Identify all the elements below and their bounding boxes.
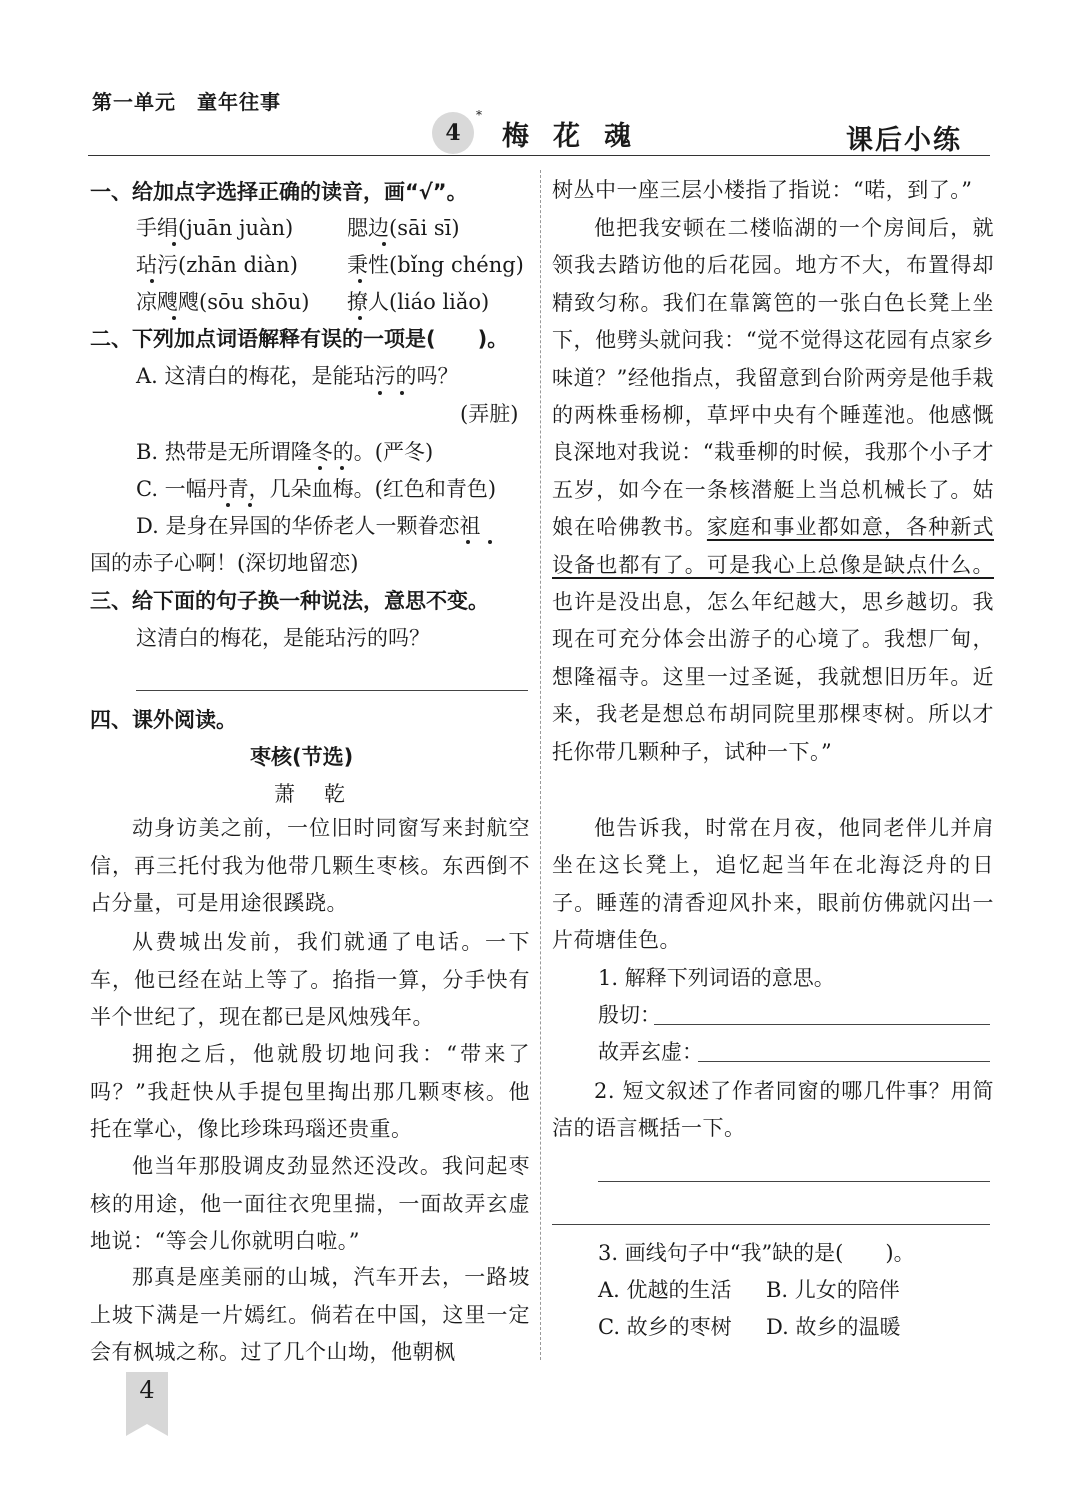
emphasis-dot [340, 466, 344, 470]
word-label: 殷切： [598, 1003, 661, 1027]
option-d: D. 故乡的温暖 [766, 1315, 901, 1339]
unit-label: 第一单元 童年往事 [92, 90, 281, 114]
article-paragraph: 他告诉我，时常在月夜，他同老伴儿并肩坐在这长凳上，追忆起当年在北海泛舟的日子。睡莲的清香迎风扑来，眼前仿佛就闪出一片荷塘佳色。 [552, 816, 994, 953]
article-title: 枣核(节选) [250, 745, 354, 769]
column-divider [540, 170, 541, 1360]
q2-option-d-line1: D. 是身在异国的华侨老人一颗眷恋祖 [136, 514, 481, 538]
q2-option-a-note: (弄脏) [460, 402, 519, 426]
emphasis-dot [358, 279, 362, 283]
article-author: 萧 乾 [274, 782, 349, 806]
emphasis-dot [248, 503, 252, 507]
page-number: 4 [139, 1376, 155, 1404]
emphasis-dot [400, 391, 404, 395]
emphasis-dot [226, 503, 230, 507]
lesson-number: 4 [445, 120, 461, 146]
q3-heading: 三、给下面的句子换一种说法，意思不变。 [90, 589, 489, 613]
q1-item: 玷污(zhān diàn) [136, 253, 298, 277]
article-paragraph [552, 210, 994, 771]
lesson-title: 梅花魂 [502, 121, 655, 152]
q1-item: 手绢(juān juàn) [136, 216, 294, 240]
paragraph-text: 也许是没出息，怎么年纪越大，思乡越切。我现在可充分体会出游子的心境了。我想厂甸，想隆福寺。这里一过圣诞，我就想旧历年。近来，我老是想总布胡同院里那棵枣树。所以才托你带几颗种子，试种一下。” [552, 590, 994, 764]
answer-line [136, 690, 528, 691]
option-b: B. 儿女的陪伴 [766, 1278, 900, 1302]
emphasis-dot [378, 391, 382, 395]
header-rule [88, 155, 990, 156]
q2-option-a: A. 这清白的梅花，是能玷污的吗？ [136, 364, 459, 388]
article-paragraph: 拥抱之后，他就殷切地问我：“带来了吗？”我赶快从手提包里掏出那几颗枣核。他托在掌心，像比珍珠玛瑙还贵重。 [90, 1042, 530, 1142]
emphasis-dot [318, 466, 322, 470]
emphasis-dot [172, 242, 176, 246]
answer-line [654, 1024, 990, 1025]
q1-item: 秉性(bǐng chéng) [347, 253, 524, 277]
sub-question-1: 1. 解释下列词语的意思。 [598, 966, 835, 990]
q2-option-d-line2: 国的赤子心啊！(深切地留恋) [90, 551, 359, 575]
answer-line [552, 1224, 990, 1225]
q2-option-b: B. 热带是无所谓隆冬的。(严冬) [136, 440, 434, 464]
option-c: C. 故乡的枣树 [598, 1315, 732, 1339]
emphasis-dot [382, 242, 386, 246]
sub-question-2: 2. 短文叙述了作者同窗的哪几件事？用简洁的语言概括一下。 [552, 1079, 994, 1141]
underlined-sentence: 家庭和事业都如意，各种新式设备也都有了。可是我心上总像是缺点什么。 [552, 515, 994, 577]
answer-line [698, 1061, 990, 1062]
sub-question-3: 3. 画线句子中“我”缺的是( )。 [598, 1241, 915, 1265]
q4-heading: 四、课外阅读。 [90, 708, 237, 732]
article-paragraph: 动身访美之前，一位旧时同窗写来封航空信，再三托付我为他带几颗生枣核。东西倒不占分量，可是用途很蹊跷。 [90, 816, 530, 916]
practice-label: 课后小练 [846, 125, 962, 156]
q1-heading: 一、给加点字选择正确的读音，画“√”。 [90, 180, 468, 204]
q3-sentence: 这清白的梅花，是能玷污的吗？ [136, 626, 430, 650]
emphasis-dot [150, 279, 154, 283]
emphasis-dot [466, 540, 470, 544]
emphasis-dot [488, 540, 492, 544]
article-paragraph-continued: 树丛中一座三层小楼指了指说：“喏，到了。” [552, 178, 973, 202]
option-a: A. 优越的生活 [598, 1278, 732, 1302]
q2-option-c: C. 一幅丹青，几朵血梅。(红色和青色) [136, 477, 497, 501]
q1-item: 凉飕飕(sōu shōu) [136, 290, 310, 314]
emphasis-dot [172, 316, 176, 320]
q2-heading: 二、下列加点词语解释有误的一项是( )。 [90, 327, 509, 351]
lesson-star-mark: * [476, 108, 482, 122]
paragraph-text: 他把我安顿在二楼临湖的一个房间后，就领我去踏访他的后花园。地方不大，布置得却精致匀称。我们在靠篱笆的一张白色长凳上坐下，他劈头就问我：“觉不觉得这花园有点家乡味道？”经他指点，我留意到台阶两旁是他手栽的两株垂杨柳，草坪中央有个睡莲池。他感慨良深地对我说：“栽垂柳的时候，我那个小子才五岁，如今在一条核潜艇上当总机械长了。姑娘在哈佛教书。 [552, 216, 994, 540]
page-tab-notch [126, 1424, 168, 1436]
word-label: 故弄玄虚： [598, 1040, 703, 1064]
q1-item: 腮边(sāi sī) [347, 216, 460, 240]
answer-line [598, 1181, 990, 1182]
emphasis-dot [358, 316, 362, 320]
lesson-number-badge [432, 112, 474, 154]
article-paragraph: 他当年那股调皮劲显然还没改。我问起枣核的用途，他一面往衣兜里揣，一面故弄玄虚地说：“等会儿你就明白啦。” [90, 1154, 530, 1254]
q1-item: 撩人(liáo liǎo) [347, 290, 490, 314]
article-paragraph: 从费城出发前，我们就通了电话。一下车，他已经在站上等了。掐指一算，分手快有半个世纪了，现在都已是风烛残年。 [90, 930, 530, 1030]
article-paragraph: 那真是座美丽的山城，汽车开去，一路坡上坡下满是一片嫣红。倘若在中国，这里一定会有枫城之称。过了几个山坳，他朝枫 [90, 1265, 530, 1365]
